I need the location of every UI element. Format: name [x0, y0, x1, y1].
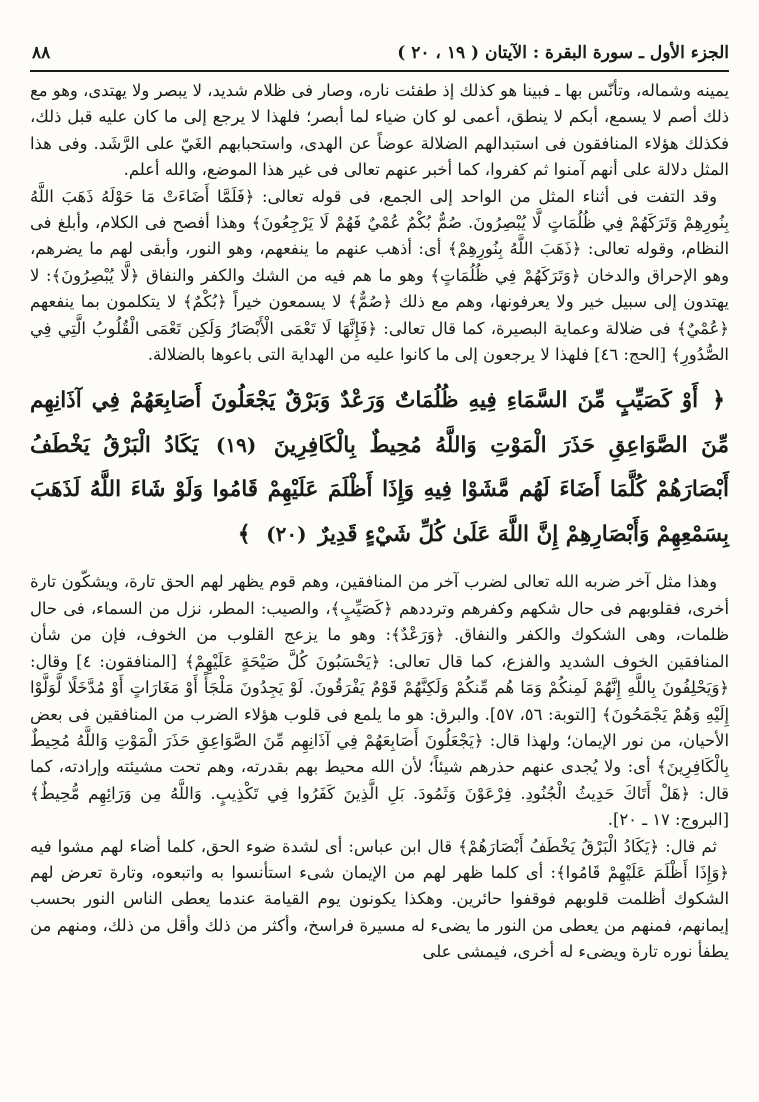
- verse-number-19: (١٩): [215, 433, 257, 458]
- verse-ornament-open: ﴿: [712, 387, 725, 414]
- verse-ornament-close: ﴾: [237, 521, 251, 548]
- verse-number-20: (٢٠): [266, 522, 307, 547]
- quran-verse-block: [30, 378, 729, 557]
- running-title: الجزء الأول ـ سورة البقرة : الآيتان ( ١٩ ، ٢٠ ): [397, 43, 729, 63]
- page-header: [32, 38, 729, 68]
- paragraph-2: [30, 184, 729, 369]
- paragraph-4-text: ثم قال: ﴿يَكَادُ الْبَرْقُ يَخْطَفُ أَبْصَارَهُمْ﴾ قال ابن عباس: أى لشدة ضوء الحق، كلما أضاء لهم مشوا فيه ﴿وَإِذَا أَظْلَمَ عَلَيْهِمْ قَامُوا﴾: أى كلما ظهر لهم من الإيمان شىء استأنسوا به واتبعوه، وتارة تعرض لهم الشكوك أظلمت قلوبهم فوقفوا حائرين. وهكذا يكونون يوم القيامة عندما يعطى الناس النور بحسب إيمانهم، فمنهم من يعطى من النور ما يضىء له مسيرة فراسخ، وأكثر من ذلك وأقل من ذلك، ومنهم من يطفأ نوره تارة ويضىء له أخرى، فيمشى على: [30, 836, 729, 962]
- paragraph-4: [30, 834, 729, 966]
- paragraph-3-text: وهذا مثل آخر ضربه الله تعالى لضرب آخر من المنافقين، وهم قوم يظهر لهم الحق تارة، ويشكّون تارة أخرى، فقلوبهم فى حال شكهم وكفرهم وترددهم ﴿كَصَيِّبٍ﴾، والصيب: المطر، نزل من السماء، فى حال ظلمات، وهى الشكوك والكفر والنفاق. ﴿وَرَعْدٌ﴾: وهو ما يزعج القلوب من الخوف، فإن من شأن المنافقين الخوف الشديد والفزع، كما قال تعالى: ﴿يَحْسَبُونَ كُلَّ صَيْحَةٍ عَلَيْهِمْ﴾ [المنافقون: ٤] وقال: ﴿وَيَحْلِفُونَ بِاللَّهِ إِنَّهُمْ لَمِنكُمْ وَمَا هُم مِّنكُمْ وَلَكِنَّهُمْ قَوْمٌ يَفْرَقُونَ. لَوْ يَجِدُونَ مَلْجَأً أَوْ مَغَارَاتٍ أَوْ مُدَّخَلًا لَّوَلَّوْا إِلَيْهِ وَهُمْ يَجْمَحُونَ﴾ [التوبة: ٥٦، ٥٧]. والبرق: هو ما يلمع فى قلوب هؤلاء الضرب من المنافقين فى بعض الأحيان، من نور الإيمان؛ ولهذا قال: ﴿يَجْعَلُونَ أَصَابِعَهُمْ فِي آذَانِهِم مِّنَ الصَّوَاعِقِ حَذَرَ الْمَوْتِ وَاللَّهُ مُحِيطٌ بِالْكَافِرِينَ﴾ أى: ولا يُجدى عنهم حذرهم شيئاً؛ لأن الله محيط بهم بقدرته، وهم تحت مشيئته وإرادته، كما قال: ﴿هَلْ أَتَاكَ حَدِيثُ الْجُنُودِ. فِرْعَوْنَ وَثَمُودَ. بَلِ الَّذِينَ كَفَرُوا فِي تَكْذِيبٍ. وَاللَّهُ مِن وَرَائِهِم مُّحِيطٌ﴾ [البروج: ١٧ ـ ٢٠].: [30, 572, 730, 830]
- verse-text-20: يَكَادُ الْبَرْقُ يَخْطَفُ أَبْصَارَهُمْ كُلَّمَا أَضَاءَ لَهُم مَّشَوْا فِيهِ وَإِذَا أَظْلَمَ عَلَيْهِمْ قَامُوا وَلَوْ شَاءَ اللَّهُ لَذَهَبَ بِسَمْعِهِمْ وَأَبْصَارِهِمْ إِنَّ اللَّهَ عَلَىٰ كُلِّ شَيْءٍ قَدِيرٌ: [30, 433, 729, 548]
- paragraph-3: [30, 569, 729, 833]
- page-number: ٨٨: [32, 43, 51, 63]
- paragraph-2-text: وقد التفت فى أثناء المثل من الواحد إلى الجمع، فى قوله تعالى: ﴿فَلَمَّا أَضَاءَتْ مَا حَوْلَهُ ذَهَبَ اللَّهُ بِنُورِهِمْ وَتَرَكَهُمْ فِي ظُلُمَاتٍ لَّا يُبْصِرُونَ. صُمٌّ بُكْمٌ عُمْيٌ فَهُمْ لَا يَرْجِعُونَ﴾ وهذا أفصح فى الكلام، وأبلغ فى النظام، وقوله تعالى: ﴿ذَهَبَ اللَّهُ بِنُورِهِمْ﴾ أى: أذهب عنهم ما ينفعهم، وهو النور، وأبقى لهم ما يضرهم، وهو الإحراق والدخان ﴿وَتَرَكَهُمْ فِي ظُلُمَاتٍ﴾ وهو ما هم فيه من الشك والكفر والنفاق ﴿لَّا يُبْصِرُونَ﴾: لا يهتدون إلى سبيل خير ولا يعرفونها، وهم مع ذلك ﴿صُمٌّ﴾ لا يسمعون خيراً ﴿بُكْمٌ﴾ لا يتكلمون بما ينفعهم ﴿عُمْيٌ﴾ فى ضلالة وعماية البصيرة، كما قال تعالى: ﴿فَإِنَّهَا لَا تَعْمَى الْأَبْصَارُ وَلَكِن تَعْمَى الْقُلُوبُ الَّتِي فِي الصُّدُورِ﴾ [الحج: ٤٦] فلهذا لا يرجعون إلى ما كانوا عليه من الهداية التى باعوها بالضلالة.: [30, 186, 729, 365]
- paragraph-1: يمينه وشماله، وتأنّس بها ـ فبينا هو كذلك إذ طفئت ناره، وصار فى ظلام شديد، لا يبصر ولا يهتدى، وهو مع ذلك أصم لا يسمع، أبكم لا ينطق، أعمى لو كان ضياء لما أبصر؛ فلهذا لا يرجع إلى ما كان عليه قبل ذلك، فكذلك هؤلاء المنافقون فى استبدالهم الضلالة عوضاً عن الهدى، واستحبابهم الغَيّ على الرَّشَد. وفى هذا المثل دلالة على أنهم آمنوا ثم كفروا، كما أخبر عنهم تعالى فى غير هذا الموضع، والله أعلم.: [30, 81, 729, 180]
- verse-text-19: أَوْ كَصَيِّبٍ مِّنَ السَّمَاءِ فِيهِ ظُلُمَاتٌ وَرَعْدٌ وَبَرْقٌ يَجْعَلُونَ أَصَابِعَهُمْ فِي آذَانِهِم مِّنَ الصَّوَاعِقِ حَذَرَ الْمَوْتِ وَاللَّهُ مُحِيطٌ بِالْكَافِرِينَ: [30, 388, 729, 459]
- page-body: [30, 78, 729, 966]
- header-rule: [30, 70, 729, 72]
